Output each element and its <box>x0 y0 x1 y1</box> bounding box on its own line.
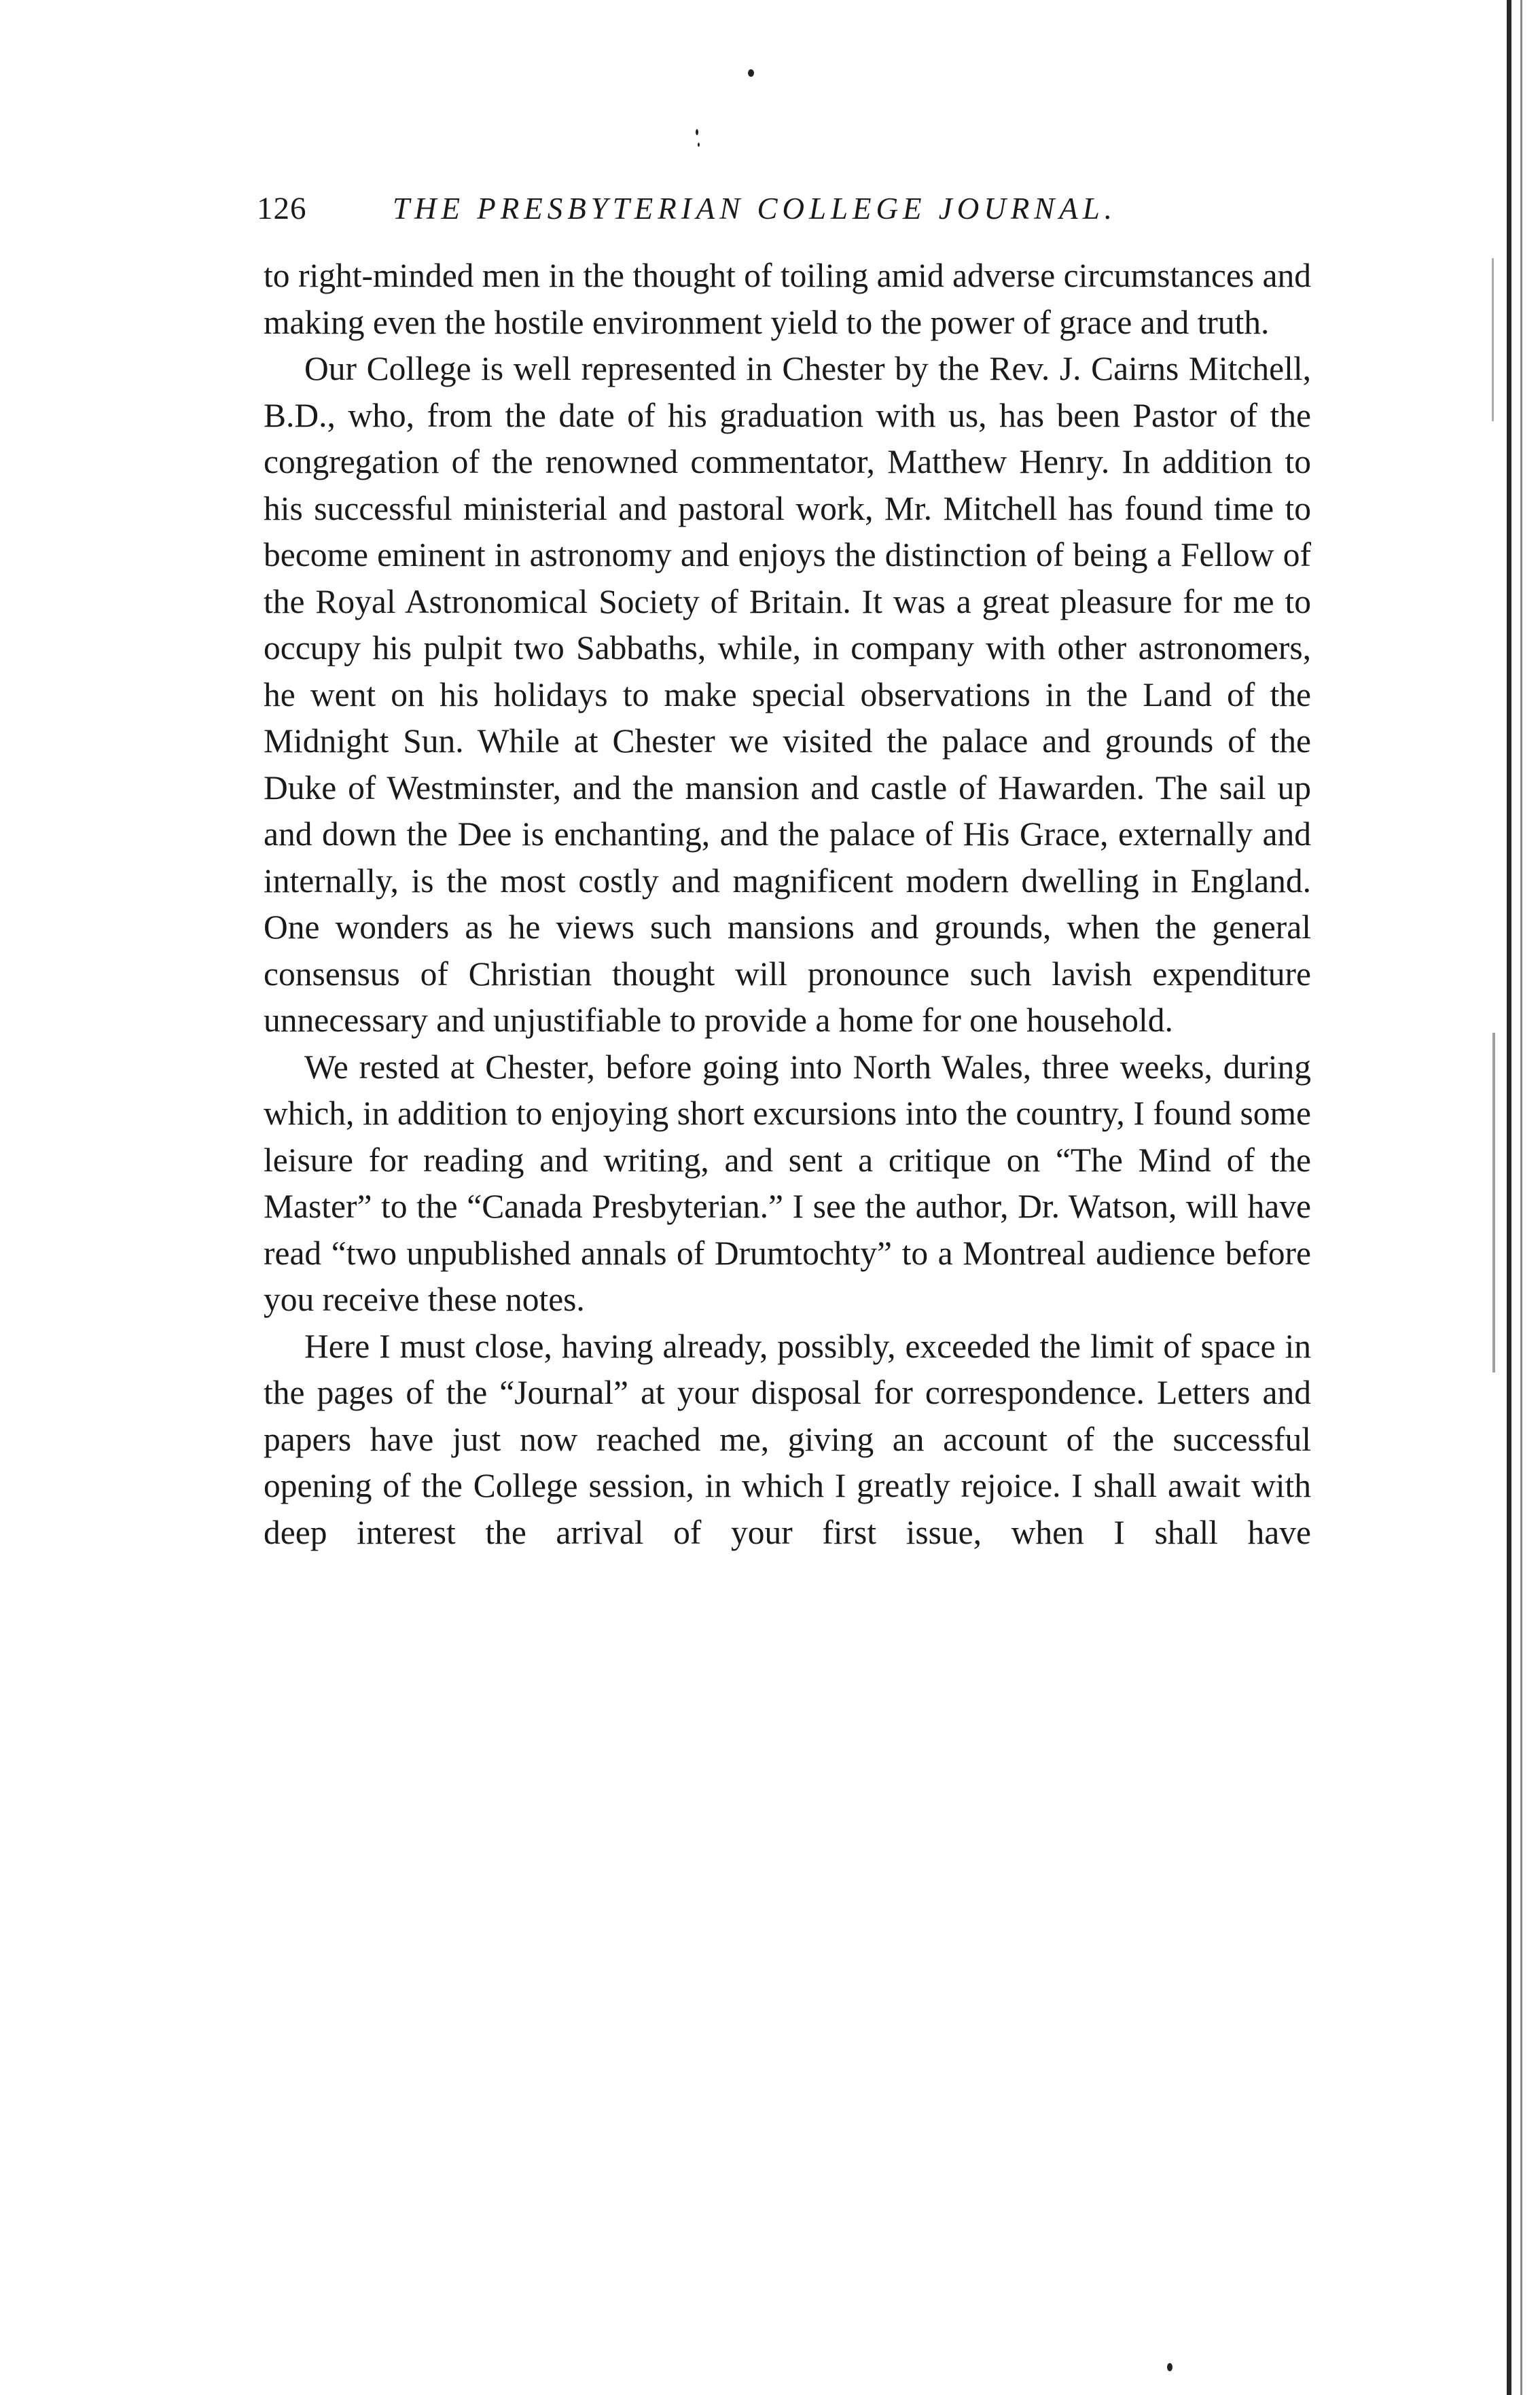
page-number: 126 <box>257 191 307 226</box>
paragraph: Our College is well represented in Chester by the Rev. J. Cairns Mitchell, B.D., who, from the date of his graduation with us, has been Pastor of the congregation of the renowned commentator, Matthew Henry. In addition to his successful ministerial and pastoral work, Mr. Mitchell has found time to become eminent in astronomy and enjoys the distinction of being a Fellow of the Royal Astronomical Society of Britain. It was a great pleasure for me to occupy his pulpit two Sabbaths, while, in company with other astronomers, he went on his holidays to make special observations in the Land of the Midnight Sun. While at Chester we visited the palace and grounds of the Duke of Westminster, and the mansion and castle of Hawarden. The sail up and down the Dee is enchanting, and the palace of His Grace, externally and internally, is the most costly and magnificent modern dwelling in England. One wonders as he views such mansions and grounds, when the general consensus of Christian thought will pronounce such lavish expenditure unnecessary and unjustifiable to provide a home for one household. <box>264 350 1311 1039</box>
page-edge-shadow <box>1492 258 1494 421</box>
scan-speck <box>748 69 754 77</box>
scan-speck <box>696 129 698 135</box>
scan-speck <box>698 143 700 147</box>
journal-title: THE PRESBYTERIAN COLLEGE JOURNAL. <box>393 192 1117 226</box>
paragraph: We rested at Chester, before going into North Wales, three weeks, during which, in addition to enjoying short excursions into the country, I found some leisure for reading and writing, and sent a critique on “The Mind of the Master” to the “Canada Presbyterian.” I see the author, Dr. Watson, will have read “two unpublished annals of Drumtochty” to a Montreal audience before you receive these notes. <box>264 1048 1311 1318</box>
page-edge-line <box>1520 0 1522 2395</box>
body-text <box>264 253 1311 1556</box>
scan-speck <box>1167 2363 1172 2371</box>
page-edge-line <box>1507 0 1511 2395</box>
paragraph: Here I must close, having already, possibly, exceeded the limit of space in the pages of the “Journal” at your disposal for correspondence. Letters and papers have just now reached me, giving an account of the successful opening of the College session, in which I greatly rejoice. I shall await with deep interest the arrival of your first issue, when I shall have <box>264 1327 1311 1551</box>
paragraph: to right-minded men in the thought of toiling amid adverse circumstances and making even the hostile environment yield to the power of grace and truth. <box>264 257 1311 341</box>
page-edge-shadow <box>1492 1033 1495 1372</box>
running-head <box>257 185 1317 232</box>
